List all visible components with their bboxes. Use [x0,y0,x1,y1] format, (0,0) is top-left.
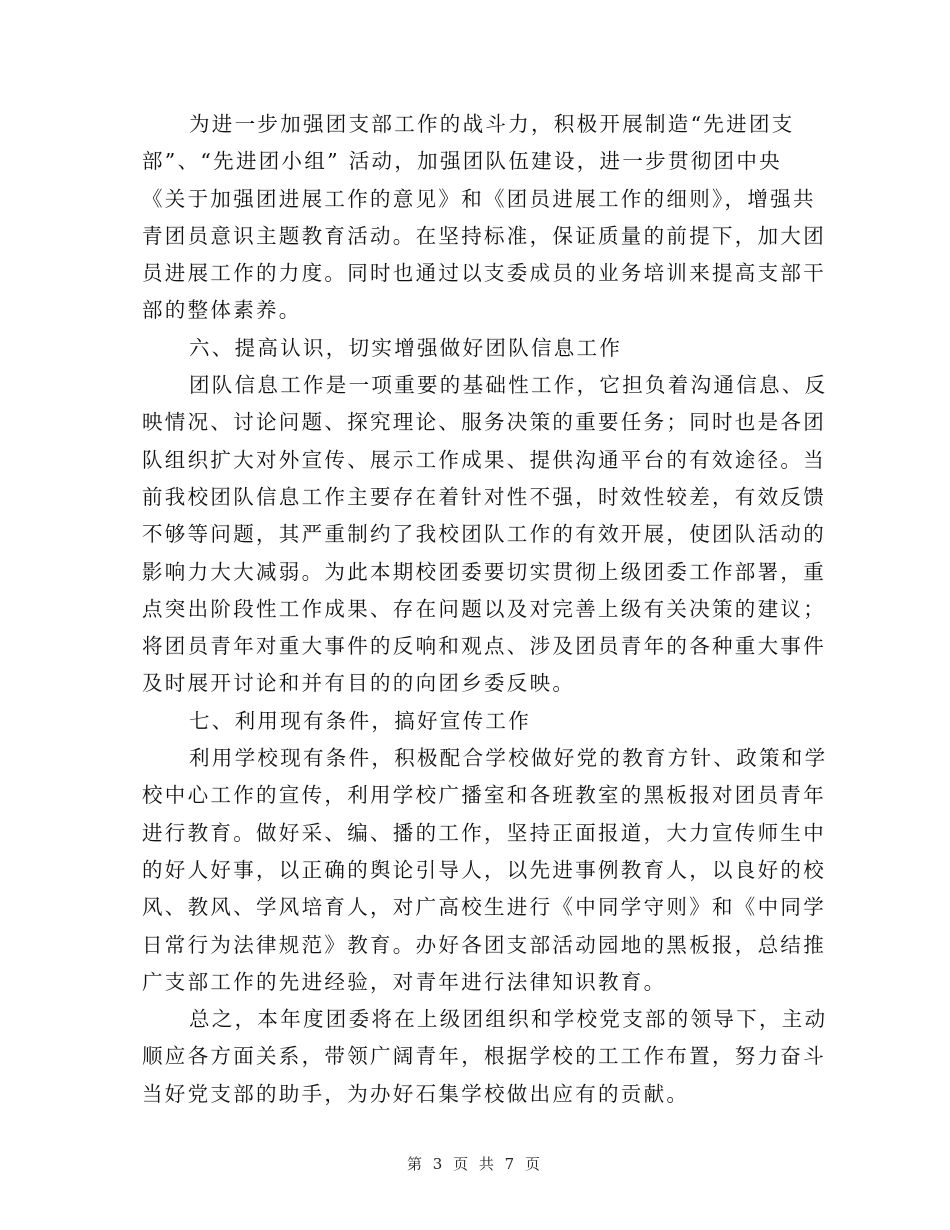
text-line: 部的整体素养。 [142,298,302,323]
page-number-footer: 第 3 页 共 7 页 [407,1155,543,1173]
text-line: 部”、“先进团小组” 活动，加强团队伍建设，进一步贯彻团中央 [142,149,782,174]
text-line: 校中心工作的宣传，利用学校广播室和各班教室的黑板报对团员青年 [142,783,826,808]
text-line: 员进展工作的力度。同时也通过以支委成员的业务培训来提高支部干 [142,261,826,286]
text-line: 广支部工作的先进经验，对青年进行法律知识教育。 [142,969,667,994]
text-line: 进行教育。做好采、编、播的工作，坚持正面报道，大力宣传师生中 [142,820,826,845]
text-line: 点突出阶段性工作成果、存在问题以及对完善上级有关决策的建议； [142,596,826,621]
text-line: 团队信息工作是一项重要的基础性工作，它担负着沟通信息、反 [189,373,828,398]
text-line: 队组织扩大对外宣传、展示工作成果、提供沟通平台的有效途径。当 [142,447,826,472]
text-line: 的好人好事，以正确的舆论引导人，以先进事例教育人，以良好的校 [142,857,826,882]
text-line: 前我校团队信息工作主要存在着针对性不强，时效性较差，有效反馈 [142,484,826,509]
text-line: 利用学校现有条件，积极配合学校做好党的教育方针、政策和学 [189,746,828,771]
text-line: 映情况、讨论问题、探究理论、服务决策的重要任务；同时也是各团 [142,410,826,435]
text-line: 及时展开讨论和并有目的的向团乡委反映。 [142,671,576,696]
text-line: 当好党支部的助手，为办好石集学校做出应有的贡献。 [142,1081,690,1106]
text-line: 日常行为法律规范》教育。办好各团支部活动园地的黑板报，总结推 [142,932,826,957]
document-body [142,106,828,1113]
text-line: 影响力大大减弱。为此本期校团委要切实贯彻上级团委工作部署，重 [142,559,826,584]
text-line: 将团员青年对重大事件的反响和观点、涉及团员青年的各种重大事件 [142,634,826,659]
text-line: 六、提高认识，切实增强做好团队信息工作 [189,335,623,360]
text-line: 顺应各方面关系，带领广阔青年，根据学校的工工作布置，努力奋斗 [142,1044,826,1069]
text-line: 不够等问题，其严重制约了我校团队工作的有效开展，使团队活动的 [142,522,826,547]
text-line: 风、教风、学风培育人，对广高校生进行《中同学守则》和《中同学 [142,895,826,920]
text-line: 《关于加强团进展工作的意见》和《团员进展工作的细则》，增强共 [142,186,816,211]
text-line: 青团员意识主题教育活动。在坚持标准，保证质量的前提下，加大团 [142,223,826,248]
text-line: 总之，本年度团委将在上级团组织和学校党支部的领导下，主动 [189,1007,828,1032]
text-line: 为进一步加强团支部工作的战斗力，积极开展制造“先进团支 [189,112,795,136]
text-line: 七、利用现有条件，搞好宣传工作 [189,708,531,733]
